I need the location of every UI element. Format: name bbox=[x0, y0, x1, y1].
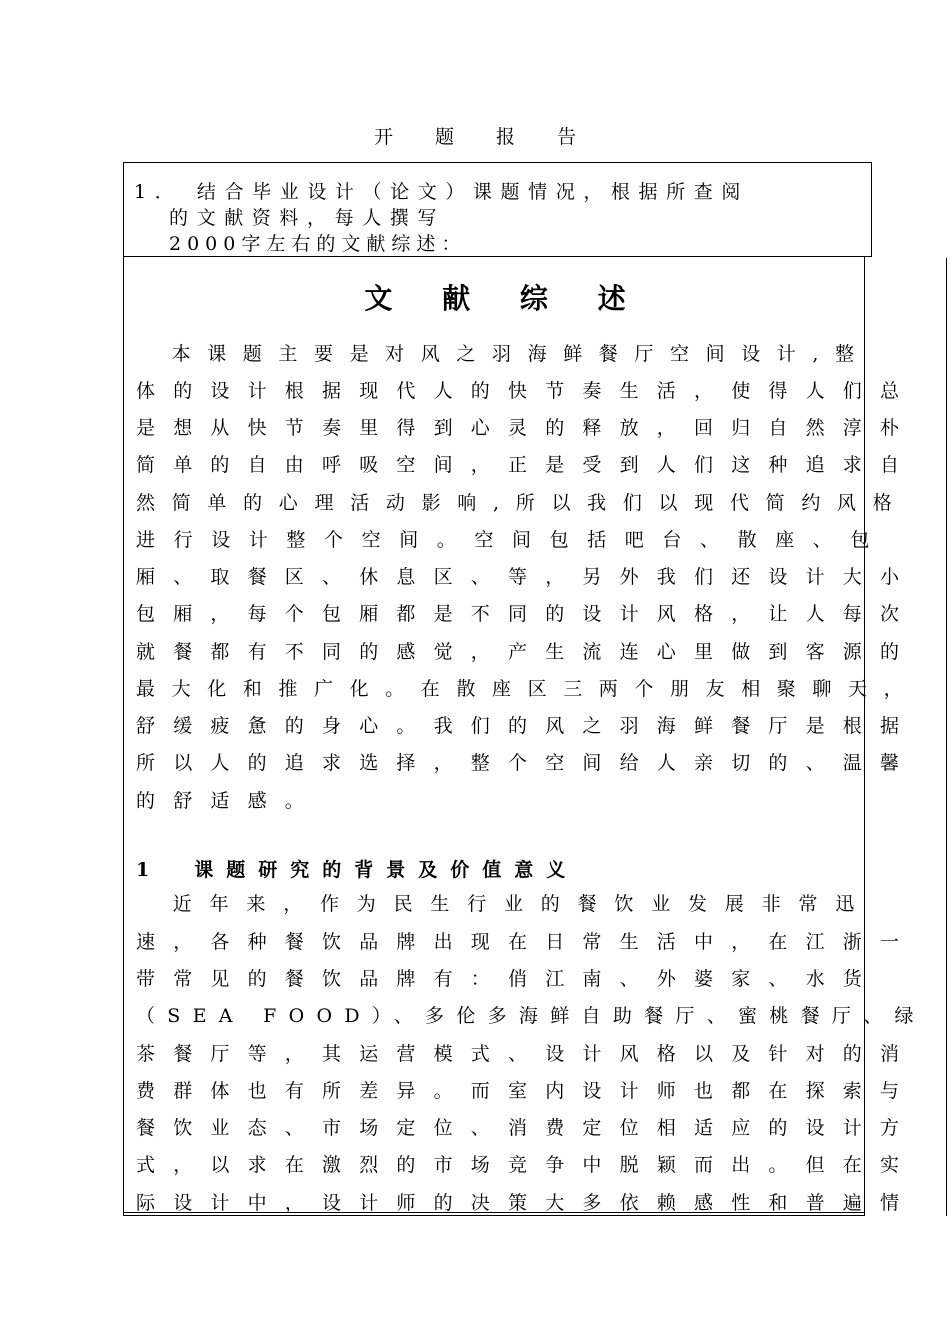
intro-line: 所以人的追求选择，整个空间给人亲切的、温馨 bbox=[136, 752, 918, 774]
literature-review-box bbox=[123, 257, 926, 1216]
review-heading: 文 献 综 述 bbox=[364, 282, 646, 315]
intro-line: 的舒适感。 bbox=[136, 790, 323, 812]
intro-line: 厢、取餐区、休息区、等，另外我们还设计大小 bbox=[136, 566, 918, 588]
section-line: 速，各种餐饮品牌出现在日常生活中，在江浙一 bbox=[136, 931, 918, 953]
assignment-prompt-box bbox=[123, 162, 872, 257]
section-line: 近年来，作为民生行业的餐饮业发展非常迅 bbox=[136, 893, 873, 915]
prompt-line-1: 1． 结合毕业设计（论文）课题情况，根据所查阅 bbox=[134, 181, 749, 203]
prompt-line-3: 2000字左右的文献综述： bbox=[169, 233, 467, 255]
intro-line: 就餐都有不同的感觉，产生流连心里做到客源的 bbox=[136, 641, 918, 663]
box-right-border bbox=[871, 162, 872, 257]
intro-line: 简单的自由呼吸空间，正是受到人们这种追求自 bbox=[136, 454, 918, 476]
section-line: 茶餐厅等，其运营模式、设计风格以及针对的消 bbox=[136, 1043, 918, 1065]
intro-line: 最大化和推广化。在散座区三两个朋友相聚聊天， bbox=[136, 678, 920, 700]
section-line: 餐饮业态、市场定位、消费定位相适应的设计方 bbox=[136, 1117, 918, 1139]
prompt-line-2: 的文献资料，每人撰写 bbox=[169, 207, 446, 229]
page-edge-rule bbox=[946, 258, 947, 1216]
section-line: 际设计中，设计师的决策大多依赖感性和普遍情 bbox=[136, 1192, 918, 1214]
intro-line: 是想从快节奏里得到心灵的释放，回归自然淳朴 bbox=[136, 417, 918, 439]
section-line: 式，以求在激烈的市场竞争中脱颖而出。但在实 bbox=[136, 1154, 918, 1176]
section-line: 费群体也有所差异。而室内设计师也都在探索与 bbox=[136, 1080, 918, 1102]
intro-line: 进行设计整个空间。空间包括吧台、散座、包 bbox=[136, 529, 889, 551]
section-line: 带常见的餐饮品牌有：俏江南、外婆家、水货 bbox=[136, 968, 881, 990]
intro-line: 体的设计根据现代人的快节奏生活，使得人们总 bbox=[136, 380, 918, 402]
intro-line: 包厢，每个包厢都是不同的设计风格，让人每次 bbox=[136, 603, 918, 625]
section-title: 1 课题研究的背景及价值意义 bbox=[136, 859, 579, 881]
page-title: 开 题 报 告 bbox=[373, 126, 595, 148]
intro-line: 舒缓疲惫的身心。我们的风之羽海鲜餐厅是根据 bbox=[136, 715, 918, 737]
section-line: （SEA FOOD）、多伦多海鲜自助餐厅、蜜桃餐厅、绿 bbox=[136, 1005, 926, 1027]
bottom-rule bbox=[124, 1212, 864, 1213]
intro-line: 本课题主要是对风之羽海鲜餐厅空间设计,整 bbox=[136, 343, 871, 365]
intro-line: 然简单的心理活动影响,所以我们以现代简约风格 bbox=[136, 492, 909, 514]
